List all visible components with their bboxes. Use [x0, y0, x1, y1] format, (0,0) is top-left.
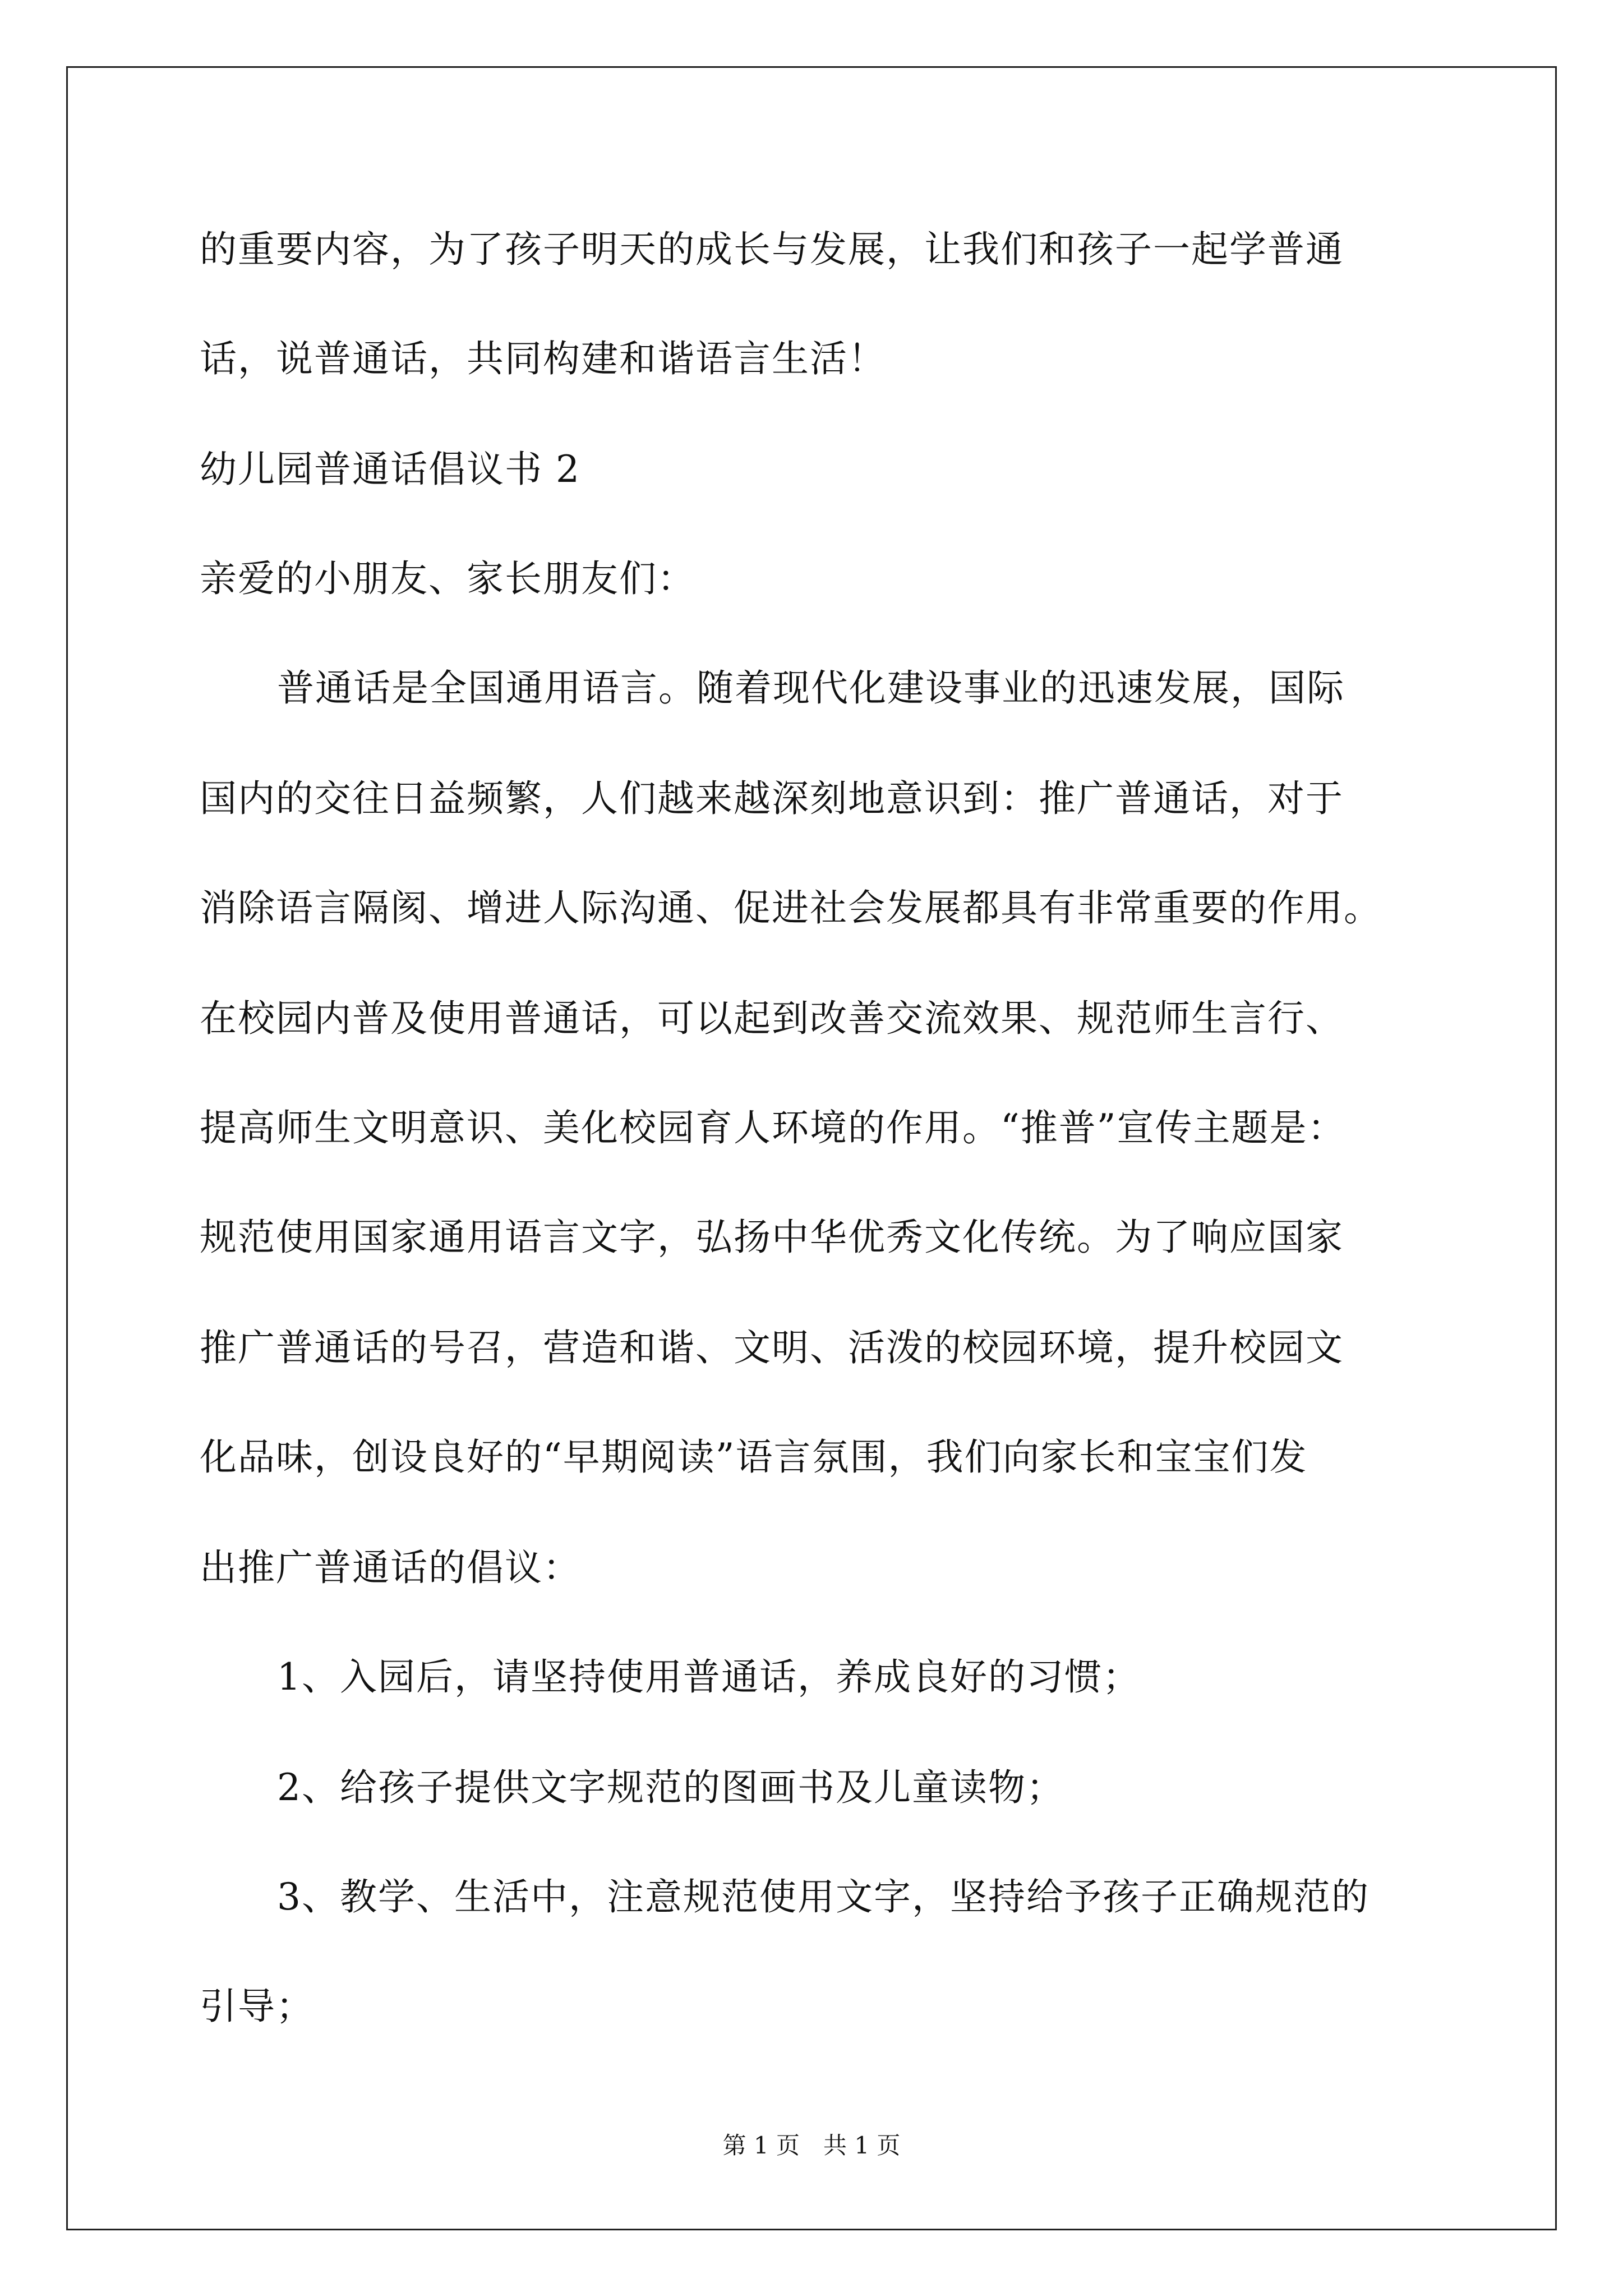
list-item-continuation: 引导； — [200, 1985, 314, 2028]
salutation: 亲爱的小朋友、家长朋友们： — [200, 557, 695, 600]
paragraph-line: 在校园内普及使用普通话，可以起到改善交流效果、规范师生言行、 — [200, 997, 1344, 1040]
body-line-2: 话，说普通话，共同构建和谐语言生活！ — [200, 337, 886, 380]
body-line-1: 的重要内容，为了孩子明天的成长与发展，让我们和孩子一起学普通 — [200, 228, 1344, 271]
list-item: 3、教学、生活中，注意规范使用文字，坚持给予孩子正确规范的 — [277, 1875, 1370, 1918]
list-item: 1、入园后，请坚持使用普通话，养成良好的习惯； — [277, 1655, 1141, 1699]
list-item: 2、给孩子提供文字规范的图画书及儿童读物； — [277, 1766, 1064, 1809]
paragraph-line: 推广普通话的号召，营造和谐、文明、活泼的校园环境，提升校园文 — [200, 1326, 1344, 1369]
paragraph-line: 规范使用国家通用语言文字，弘扬中华优秀文化传统。为了响应国家 — [200, 1216, 1344, 1259]
section-heading: 幼儿园普通话倡议书 2 — [200, 448, 580, 491]
paragraph-line: 普通话是全国通用语言。随着现代化建设事业的迅速发展，国际 — [277, 666, 1345, 710]
paragraph-line: 出推广普通话的倡议： — [200, 1546, 581, 1589]
page-footer: 第 1 页 共 1 页 — [722, 2132, 901, 2159]
paragraph-line: 消除语言隔阂、增进人际沟通、促进社会发展都具有非常重要的作用。 — [200, 886, 1382, 930]
paragraph-line: 化品味，创设良好的“早期阅读”语言氛围，我们向家长和宝宝们发 — [200, 1435, 1308, 1479]
paragraph-line: 提高师生文明意识、美化校园育人环境的作用。“推普”宣传主题是： — [200, 1106, 1346, 1149]
paragraph-line: 国内的交往日益频繁，人们越来越深刻地意识到：推广普通话，对于 — [200, 777, 1344, 820]
